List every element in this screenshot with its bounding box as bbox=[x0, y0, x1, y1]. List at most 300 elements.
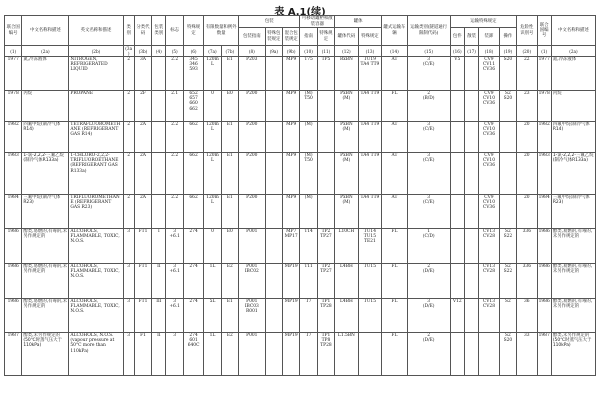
cell-cls: 3 bbox=[123, 264, 134, 299]
colnum: (9b) bbox=[282, 46, 299, 57]
cell-lbl: 2.2 bbox=[166, 57, 183, 91]
cell-ti: T14 bbox=[300, 229, 317, 264]
cell-rtc: L1.5BN bbox=[335, 333, 359, 376]
cell-un: 1987 bbox=[5, 333, 22, 376]
cell-veh: FL bbox=[382, 91, 408, 122]
cell-lbl: 3 +6.1 bbox=[166, 299, 183, 333]
cell-pg bbox=[152, 91, 166, 122]
cell-psp bbox=[265, 153, 282, 195]
cell-pg: I bbox=[152, 229, 166, 264]
cell-veh: FL bbox=[382, 299, 408, 333]
colnum: (9a) bbox=[265, 46, 282, 57]
dangerous-goods-table bbox=[4, 15, 596, 376]
cell-cls: 2 bbox=[123, 57, 134, 91]
transport-category-number: 2 bbox=[427, 91, 431, 96]
table-row bbox=[5, 91, 596, 122]
table-row bbox=[5, 264, 596, 299]
cell-eq: E1 bbox=[221, 122, 238, 153]
cell-un2: 1986 bbox=[537, 264, 551, 299]
cell-transport-category bbox=[407, 153, 450, 195]
cell-lbl: 3 +6.1 bbox=[166, 264, 183, 299]
cell-mp: MP9 bbox=[282, 57, 299, 91]
cell-cn: 1-氯-2,2,2-三氟乙烷(制冷气体R133a) bbox=[22, 153, 69, 195]
page-title: 表 A.1(续) bbox=[274, 7, 326, 18]
cell-rts: TU14 TU15 TE21 bbox=[358, 229, 382, 264]
cell-ti: (M) T50 bbox=[300, 91, 317, 122]
cell-rtc: PxBN (M) bbox=[335, 91, 359, 122]
cell-transport-category bbox=[407, 91, 450, 122]
tunnel-restriction-code: (C/E) bbox=[422, 62, 435, 68]
colnum: (12) bbox=[335, 46, 359, 57]
cell-psp bbox=[265, 122, 282, 153]
cell-lbl: 2.2 bbox=[166, 122, 183, 153]
cell-s19 bbox=[499, 122, 516, 153]
colnum: (13) bbox=[358, 46, 382, 57]
cell-tsp bbox=[317, 195, 334, 229]
cell-s17 bbox=[464, 153, 478, 195]
colnum: (15) bbox=[407, 46, 450, 57]
cell-lq: 0 bbox=[204, 91, 221, 122]
cell-en: NITROGEN, REFRIGERATED LIQUID bbox=[69, 57, 123, 91]
cell-s18: CV9 CV11 CV36 bbox=[479, 57, 499, 91]
cell-psp bbox=[265, 91, 282, 122]
header-labels: 标志 bbox=[166, 16, 183, 46]
cell-un2: 1982 bbox=[537, 122, 551, 153]
cell-rts bbox=[358, 333, 382, 376]
colnum: (8) bbox=[239, 46, 266, 57]
cell-lq: 120mL bbox=[204, 57, 221, 91]
transport-category-number: 2 bbox=[427, 264, 431, 269]
header-group-road-tank: 罐体 bbox=[335, 16, 382, 28]
header-un-number: 联合国编号 bbox=[5, 16, 22, 46]
table-row bbox=[5, 299, 596, 333]
cell-un2: 1986 bbox=[537, 229, 551, 264]
cell-tsp: TP2 TP27 bbox=[317, 264, 334, 299]
cell-ti: (M) bbox=[300, 195, 317, 229]
cell-pg: II bbox=[152, 333, 166, 376]
colnum: (18) bbox=[479, 46, 499, 57]
cell-s19: S2 bbox=[499, 299, 516, 333]
cell-en: ALCOHOLS, FLAMMABLE, TOXIC, N.O.S. bbox=[69, 299, 123, 333]
cell-s17 bbox=[464, 122, 478, 153]
cell-lbl: 3 bbox=[166, 333, 183, 376]
transport-category-number: 3 bbox=[427, 299, 431, 304]
cell-code: 2A bbox=[134, 153, 151, 195]
cell-pi: P200 bbox=[239, 153, 266, 195]
cell-veh: AT bbox=[382, 153, 408, 195]
header-road-tank-special: 特殊规定 bbox=[358, 28, 382, 46]
cell-lq: 1L bbox=[204, 264, 221, 299]
colnum: (3b) bbox=[134, 46, 151, 57]
cell-un2: 1984 bbox=[537, 195, 551, 229]
header-cn-name: 中文名称和描述 bbox=[22, 16, 69, 46]
cell-sp: 662 bbox=[183, 122, 203, 153]
cell-lbl: 2.2 bbox=[166, 153, 183, 195]
cell-cn2: 1-氯-2,2,2-三氟乙烷(制冷气体R133a) bbox=[551, 153, 595, 195]
header-sp-packages: 包件 bbox=[450, 28, 464, 46]
tunnel-restriction-code: (C/E) bbox=[422, 200, 435, 206]
cell-lq: 120mL bbox=[204, 122, 221, 153]
table-row bbox=[5, 122, 596, 153]
cell-un2: 1987 bbox=[537, 333, 551, 376]
header-hazard-id: 危险性识别号 bbox=[517, 16, 537, 46]
cell-un: 1986 bbox=[5, 229, 22, 264]
cell-s19 bbox=[499, 153, 516, 195]
cell-en: ALCOHOLS, FLAMMABLE, TOXIC, N.O.S. bbox=[69, 229, 123, 264]
cell-mp: MP19 bbox=[282, 299, 299, 333]
cell-rtc: L4BH bbox=[335, 264, 359, 299]
cell-lbl: 3 +6.1 bbox=[166, 229, 183, 264]
table-row bbox=[5, 229, 596, 264]
tunnel-restriction-code: (D/E) bbox=[422, 269, 435, 275]
cell-pi: P001 bbox=[239, 333, 266, 376]
cell-ti: T7 bbox=[300, 299, 317, 333]
cell-s17 bbox=[464, 229, 478, 264]
transport-category-number: 1 bbox=[427, 229, 431, 234]
cell-transport-category bbox=[407, 229, 450, 264]
cell-sp: 662 bbox=[183, 153, 203, 195]
cell-veh: FL bbox=[382, 264, 408, 299]
cell-pi: P001 bbox=[239, 229, 266, 264]
cell-cn2: 丙烷 bbox=[551, 91, 595, 122]
cell-s16 bbox=[450, 264, 464, 299]
colnum: (14) bbox=[382, 46, 408, 57]
cell-s18: CV9 CV10 CV36 bbox=[479, 91, 499, 122]
cell-rtc: PxBN (M) bbox=[335, 153, 359, 195]
cell-rts: TU15 bbox=[358, 299, 382, 333]
cell-s18: CV9 CV10 CV36 bbox=[479, 122, 499, 153]
cell-cn: 醇类,易燃的,有毒的,未另作规定的 bbox=[22, 229, 69, 264]
cell-rtc: L4BH bbox=[335, 299, 359, 333]
header-class: 类别 bbox=[123, 16, 134, 46]
cell-hin: 36 bbox=[517, 299, 537, 333]
cell-hin: 336 bbox=[517, 229, 537, 264]
colnum: (4) bbox=[152, 46, 166, 57]
cell-tsp: TP5 bbox=[317, 57, 334, 91]
cell-pg bbox=[152, 122, 166, 153]
cell-psp bbox=[265, 264, 282, 299]
cell-s18: CV9 CV10 CV36 bbox=[479, 153, 499, 195]
transport-category-number: 2 bbox=[427, 333, 431, 338]
cell-pi: P001 IBC03 R001 bbox=[239, 299, 266, 333]
header-packing-instructions: 包装指南 bbox=[239, 28, 266, 46]
cell-s16 bbox=[450, 195, 464, 229]
cell-s18: CV9 CV10 CV36 bbox=[479, 195, 499, 229]
cell-pg: III bbox=[152, 299, 166, 333]
cell-code: 2A bbox=[134, 122, 151, 153]
header-limited-quantity: 有限数量和例外数量 bbox=[204, 16, 239, 46]
cell-s17 bbox=[464, 333, 478, 376]
cell-s18: CV13 CV28 bbox=[479, 264, 499, 299]
cell-lq: 120mL bbox=[204, 195, 221, 229]
cell-rts: TU15 bbox=[358, 264, 382, 299]
header-en-name: 英文名称和描述 bbox=[69, 16, 123, 46]
cell-en: TRIFLUOROMETHANE (REFRIGERANT GAS R23) bbox=[69, 195, 123, 229]
header-cn-name-repeat: 中文名称和描述 bbox=[551, 16, 595, 46]
cell-hin: 33 bbox=[517, 333, 537, 376]
cell-s19: S2 S22 bbox=[499, 264, 516, 299]
cell-s18: CV13 CV28 bbox=[479, 229, 499, 264]
cell-rtc: RxBN bbox=[335, 57, 359, 91]
header-group-portable-tank: 可移动罐柜和散装容器 bbox=[300, 16, 335, 28]
cell-tsp: TP1 TP8 TP28 bbox=[317, 333, 334, 376]
cell-code: 2F bbox=[134, 91, 151, 122]
cell-sp: 274 bbox=[183, 299, 203, 333]
cell-cls: 3 bbox=[123, 229, 134, 264]
header-special-provisions: 特殊规定 bbox=[183, 16, 203, 46]
cell-en: PROPANE bbox=[69, 91, 123, 122]
cell-cls: 3 bbox=[123, 333, 134, 376]
cell-un: 1986 bbox=[5, 264, 22, 299]
cell-rts: TA4 TT9 bbox=[358, 195, 382, 229]
cell-pg bbox=[152, 195, 166, 229]
header-tank-special: 特殊规定 bbox=[317, 28, 334, 46]
colnum: (17) bbox=[464, 46, 478, 57]
header-sp-operation: 操作 bbox=[499, 28, 516, 46]
cell-s19: S2 S20 bbox=[499, 91, 516, 122]
cell-ti: (M) bbox=[300, 122, 317, 153]
cell-cn2: 醇类,未另作规定的(50℃时蒸气压大于110kPa) bbox=[551, 333, 595, 376]
cell-transport-category bbox=[407, 57, 450, 91]
cell-s19: S2 S20 bbox=[499, 333, 516, 376]
cell-mp: MP7 MP17 bbox=[282, 229, 299, 264]
table-row bbox=[5, 195, 596, 229]
cell-cls: 2 bbox=[123, 153, 134, 195]
cell-cn: 三氟甲烷(制冷气体R23) bbox=[22, 195, 69, 229]
cell-ti: T11 bbox=[300, 264, 317, 299]
cell-code: 3A bbox=[134, 57, 151, 91]
cell-un: 1983 bbox=[5, 153, 22, 195]
cell-eq: E2 bbox=[221, 333, 238, 376]
cell-hin: 336 bbox=[517, 264, 537, 299]
cell-code: F1 bbox=[134, 333, 151, 376]
cell-transport-category bbox=[407, 195, 450, 229]
cell-un2: 1986 bbox=[537, 299, 551, 333]
cell-cn2: 氮,冷冻液体 bbox=[551, 57, 595, 91]
cell-rtc: PxBN (M) bbox=[335, 195, 359, 229]
colnum: (3a) bbox=[123, 46, 134, 57]
tunnel-restriction-code: (B/D) bbox=[422, 96, 435, 102]
colnum: (2a) bbox=[22, 46, 69, 57]
cell-veh: FL bbox=[382, 333, 408, 376]
cell-mp: MP9 bbox=[282, 153, 299, 195]
cell-psp bbox=[265, 57, 282, 91]
header-class-code: 分类代码 bbox=[134, 16, 151, 46]
tunnel-restriction-code: (D/E) bbox=[422, 304, 435, 310]
cell-s17 bbox=[464, 91, 478, 122]
column-number-row bbox=[5, 46, 596, 57]
colnum: (5) bbox=[166, 46, 183, 57]
header-special-packing: 特殊包装规定 bbox=[265, 28, 282, 46]
cell-un: 1986 bbox=[5, 299, 22, 333]
cell-cn: 氮,冷冻液体 bbox=[22, 57, 69, 91]
cell-pi: P200 bbox=[239, 91, 266, 122]
cell-hin: 20 bbox=[517, 153, 537, 195]
colnum: (19) bbox=[499, 46, 516, 57]
cell-tsp bbox=[317, 122, 334, 153]
cell-mp: MP9 bbox=[282, 91, 299, 122]
cell-s19: S2 S22 bbox=[499, 229, 516, 264]
cell-cn: 醇类,易燃的,有毒的,未另作规定的 bbox=[22, 264, 69, 299]
cell-cn2: 醇类,易燃的,有毒的,未另作规定的 bbox=[551, 229, 595, 264]
cell-cn: 丙烷 bbox=[22, 91, 69, 122]
colnum: (2b) bbox=[69, 46, 123, 57]
cell-psp bbox=[265, 229, 282, 264]
cell-s19 bbox=[499, 195, 516, 229]
colnum: (6) bbox=[183, 46, 203, 57]
cell-ti: T7 bbox=[300, 333, 317, 376]
cell-s17 bbox=[464, 195, 478, 229]
cell-cn2: 三氟甲烷(制冷气体R23) bbox=[551, 195, 595, 229]
cell-cn: 醇类,易燃的,有毒的,未另作规定的 bbox=[22, 299, 69, 333]
header-tank-code: 罐体代码 bbox=[335, 28, 359, 46]
cell-lq: 120mL bbox=[204, 153, 221, 195]
cell-cn2: 醇类,易燃的,有毒的,未另作规定的 bbox=[551, 264, 595, 299]
cell-rts: TA4 TT9 bbox=[358, 153, 382, 195]
cell-s19: S20 bbox=[499, 57, 516, 91]
cell-lbl: 2.2 bbox=[166, 195, 183, 229]
cell-lq: 0 bbox=[204, 229, 221, 264]
cell-transport-category bbox=[407, 299, 450, 333]
cell-ti: T75 bbox=[300, 57, 317, 91]
tunnel-restriction-code: (C/E) bbox=[422, 158, 435, 164]
header-group-packing: 包装 bbox=[239, 16, 300, 28]
cell-psp bbox=[265, 195, 282, 229]
colnum: (1) bbox=[5, 46, 22, 57]
table-row bbox=[5, 333, 596, 376]
cell-mp: MP19 bbox=[282, 264, 299, 299]
tunnel-restriction-code: (C/D) bbox=[422, 234, 435, 240]
header-sp-bulk: 散装 bbox=[464, 28, 478, 46]
cell-rts: TA4 TT9 bbox=[358, 91, 382, 122]
cell-rtc: L10CH bbox=[335, 229, 359, 264]
cell-sp: 345 346 593 bbox=[183, 57, 203, 91]
tunnel-restriction-code: (D/E) bbox=[422, 338, 435, 344]
cell-transport-category bbox=[407, 122, 450, 153]
cell-cls: 2 bbox=[123, 122, 134, 153]
cell-pi: P203 bbox=[239, 57, 266, 91]
cell-cn: 醇类,未另作规定的(50℃时蒸气压大于110kPa) bbox=[22, 333, 69, 376]
cell-en: TETRAFLUOROMETHANE (REFRIGERANT GAS R14) bbox=[69, 122, 123, 153]
cell-psp bbox=[265, 333, 282, 376]
cell-lq: 5L bbox=[204, 299, 221, 333]
cell-s16: V5 bbox=[450, 57, 464, 91]
cell-pi: P001 IBC02 bbox=[239, 264, 266, 299]
cell-code: FT1 bbox=[134, 229, 151, 264]
cell-en: ALCOHOLS, N.O.S. (vapour pressure at 50°C more than 110kPa) bbox=[69, 333, 123, 376]
cell-cls: 2 bbox=[123, 195, 134, 229]
cell-s16 bbox=[450, 91, 464, 122]
cell-ti: (M) T50 bbox=[300, 153, 317, 195]
cell-s17 bbox=[464, 57, 478, 91]
cell-un2: 1983 bbox=[537, 153, 551, 195]
cell-s16 bbox=[450, 122, 464, 153]
tunnel-restriction-code: (C/E) bbox=[422, 127, 435, 133]
cell-cn2: 醇类,易燃的,有毒的,未另作规定的 bbox=[551, 299, 595, 333]
table-row bbox=[5, 153, 596, 195]
cell-eq: E0 bbox=[221, 229, 238, 264]
transport-category-number: 3 bbox=[427, 122, 431, 127]
cell-cn: 四氟甲烷(制冷气体R14) bbox=[22, 122, 69, 153]
cell-tsp bbox=[317, 153, 334, 195]
table-body bbox=[5, 57, 596, 376]
cell-mp: MP9 bbox=[282, 195, 299, 229]
cell-veh: FL bbox=[382, 229, 408, 264]
cell-s16 bbox=[450, 333, 464, 376]
cell-transport-category bbox=[407, 264, 450, 299]
cell-eq: E1 bbox=[221, 153, 238, 195]
cell-cls: 3 bbox=[123, 299, 134, 333]
cell-en: 1-CHLORO-2,2,2-TRIFLUOROETHANE (REFRIGERANT GAS R133a) bbox=[69, 153, 123, 195]
cell-hin: 20 bbox=[517, 195, 537, 229]
cell-un: 1984 bbox=[5, 195, 22, 229]
header-un-number-repeat: 联合国编号 bbox=[537, 16, 551, 46]
header-mixed-packing: 混合包装规定 bbox=[282, 28, 299, 46]
colnum: (7a) bbox=[204, 46, 221, 57]
cell-s17 bbox=[464, 264, 478, 299]
cell-s16: V12 bbox=[450, 299, 464, 333]
cell-eq: E1 bbox=[221, 57, 238, 91]
cell-sp: 274 bbox=[183, 229, 203, 264]
cell-tsp: TP2 TP27 bbox=[317, 229, 334, 264]
cell-code: FT1 bbox=[134, 299, 151, 333]
table-row bbox=[5, 57, 596, 91]
cell-tsp: TP1 TP28 bbox=[317, 299, 334, 333]
header-group-special-provisions: 运输特殊规定 bbox=[450, 16, 516, 28]
cell-pg: II bbox=[152, 264, 166, 299]
cell-hin: 20 bbox=[517, 122, 537, 153]
colnum: (16) bbox=[450, 46, 464, 57]
colnum: (11) bbox=[317, 46, 334, 57]
header-packing-group: 包装类别 bbox=[152, 16, 166, 46]
cell-un2: 1977 bbox=[537, 57, 551, 91]
cell-code: 2A bbox=[134, 195, 151, 229]
cell-veh: AT bbox=[382, 57, 408, 91]
cell-mp: MP19 bbox=[282, 333, 299, 376]
cell-sp: 274 601 640C bbox=[183, 333, 203, 376]
cell-s17 bbox=[464, 299, 478, 333]
cell-eq: E0 bbox=[221, 91, 238, 122]
cell-un: 1982 bbox=[5, 122, 22, 153]
cell-tsp bbox=[317, 91, 334, 122]
colnum: (20) bbox=[517, 46, 537, 57]
colnum: (2a) bbox=[551, 46, 595, 57]
cell-un: 1978 bbox=[5, 91, 22, 122]
cell-s18 bbox=[479, 333, 499, 376]
cell-hin: 23 bbox=[517, 91, 537, 122]
cell-pi: P200 bbox=[239, 122, 266, 153]
cell-hin: 22 bbox=[517, 57, 537, 91]
cell-sp: 652 657 660 662 bbox=[183, 91, 203, 122]
cell-lq: 1L bbox=[204, 333, 221, 376]
cell-mp: MP9 bbox=[282, 122, 299, 153]
cell-pi: P200 bbox=[239, 195, 266, 229]
cell-eq: E2 bbox=[221, 264, 238, 299]
cell-un2: 1978 bbox=[537, 91, 551, 122]
cell-cn2: 四氟甲烷(制冷气体R14) bbox=[551, 122, 595, 153]
cell-cls: 2 bbox=[123, 91, 134, 122]
cell-s16 bbox=[450, 229, 464, 264]
cell-lbl: 2.1 bbox=[166, 91, 183, 122]
cell-psp bbox=[265, 299, 282, 333]
cell-eq: E1 bbox=[221, 299, 238, 333]
transport-category-number: 3 bbox=[427, 195, 431, 200]
cell-un: 1977 bbox=[5, 57, 22, 91]
cell-rts: TU19 TA4 TT9 bbox=[358, 57, 382, 91]
cell-eq: E1 bbox=[221, 195, 238, 229]
transport-category-number: 3 bbox=[427, 57, 431, 62]
header-transport-category: 运输类别(隧道通行限制代码) bbox=[407, 16, 450, 46]
